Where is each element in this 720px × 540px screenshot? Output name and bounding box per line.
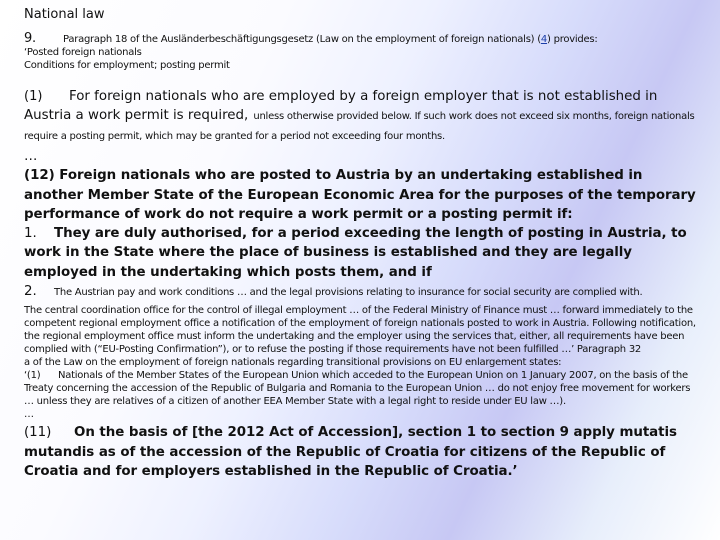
subsection-1	[24, 86, 698, 145]
list-item-text: They are duly authorised, for a period exceeding the length of posting in Austria, to work in the State where the place of business is established and they are legally employed in the undertaking which posts them, and if	[24, 226, 687, 280]
quote-subtitle: Conditions for employment; posting permit	[24, 60, 230, 71]
law-line: a of the Law on the employment of foreign nationals regarding transitional provisions on EU enlargement states:	[24, 357, 562, 369]
subsection-number: (1)	[24, 89, 43, 104]
subsection-number: ‘(1)	[24, 370, 41, 382]
list-item-text: The Austrian pay and work conditions … and the legal provisions relating to insurance for social security are complied with.	[54, 287, 643, 299]
paragraph-9	[24, 32, 698, 72]
paragraph-text-end: ) provides:	[547, 34, 598, 45]
ellipsis: …	[24, 149, 38, 164]
coordination-text: The central coordination office for the control of illegal employment … of the Federal Ministry of Finance must … forward immediately to the competent regional employment office a notification of the employment of foreign nationals posted to work in Austria. Following notification, the regional employment office must inform the undertaking and the employer using the services that, either, all requirements have been complied with (“EU-Posting Confirmation”), or to refuse the posting if those requirements have not been fulfilled …’ Paragraph 32	[24, 305, 696, 356]
subsection-text: On the basis of [the 2012 Act of Accession], section 1 to section 9 apply mutatis mutandis as of the accession of the Republic of Croatia for citizens of the Republic of Croatia and for employers established in the Republic of Croatia.’	[24, 425, 677, 479]
footnote-link[interactable]: 4	[540, 34, 548, 45]
subsection-1b	[24, 369, 698, 408]
quote-title: ‘Posted foreign nationals	[24, 47, 142, 58]
ellipsis: …	[24, 409, 34, 421]
list-item-2	[24, 282, 698, 302]
subsection-12-text: (12) Foreign nationals who are posted to Austria by an undertaking established in another Member State of the European Economic Area for the purposes of the temporary performance of work do not require a work permit or a posting permit if:	[24, 168, 696, 222]
subsection-text: Nationals of the Member States of the European Union which acceded to the European Union on 1 January 2007, on the basis of the Treaty concerning the accession of the Republic of Bulgaria and Romania to the European Union … do not enjoy free movement for workers … unless they are relatives of a citizen of another EEA Member State with a legal right to reside under EU law …).	[24, 370, 691, 408]
list-item-number: 2.	[24, 284, 37, 300]
coordination-paragraph	[24, 304, 698, 421]
subsection-12	[24, 166, 698, 302]
paragraph-text: Paragraph 18 of the Ausländerbeschäftigungsgesetz (Law on the employment of foreign nationals) (	[63, 34, 541, 45]
list-item-number: 1.	[24, 226, 37, 242]
subsection-number: (11)	[24, 425, 52, 441]
list-item-1	[24, 224, 698, 282]
paragraph-number: 9.	[24, 31, 36, 46]
page-title: National law	[24, 7, 105, 22]
subsection-lead-text: For foreign nationals who are employed by a foreign employer that is not established in Austria a work permit is required,	[24, 89, 658, 123]
subsection-text: unless otherwise provided below. If such work does not exceed six months, foreign nationals require a posting permit, which may be granted for a period not exceeding four months.	[24, 111, 695, 142]
subsection-11	[24, 423, 698, 481]
